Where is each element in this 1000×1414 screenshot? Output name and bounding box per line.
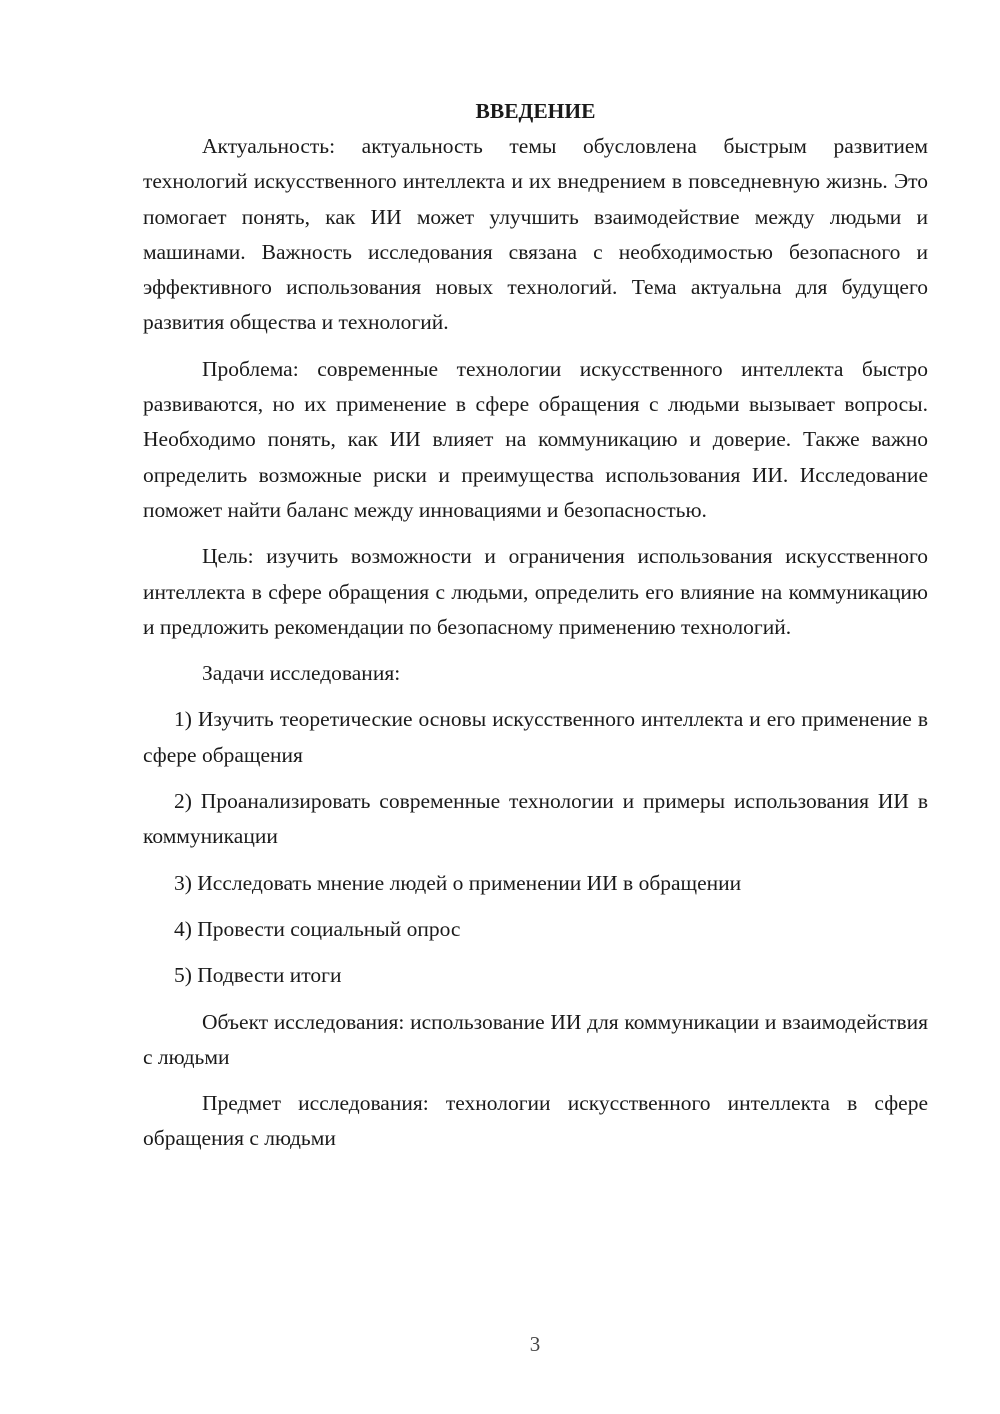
relevance-paragraph: Актуальность: актуальность темы обусловлена быстрым развитием технологий искусственного интеллекта и их внедрением в повседневную жизнь. Это помогает понять, как ИИ может улучшить взаимодействие между людьми и машинами. Важность исследования связана с необходимостью безопасного и эффективного использования новых технологий. Тема актуальна для будущего развития общества и технологий. — [143, 134, 928, 335]
task-item: 4) Провести социальный опрос — [174, 916, 461, 941]
subject-paragraph: Предмет исследования: технологии искусственного интеллекта в сфере обращения с людьми — [143, 1091, 928, 1151]
page-title: ВВЕДЕНИЕ — [475, 99, 596, 123]
task-item: 3) Исследовать мнение людей о применении ИИ в обращении — [174, 870, 742, 895]
task-item: 1) Изучить теоретические основы искусственного интеллекта и его применение в сфере обращения — [143, 707, 928, 767]
page-number: 3 — [529, 1332, 541, 1356]
problem-paragraph: Проблема: современные технологии искусственного интеллекта быстро развиваются, но их применение в сфере обращения с людьми вызывает вопросы. Необходимо понять, как ИИ влияет на коммуникацию и доверие. Также важно определить возможные риски и преимущества использования ИИ. Исследование поможет найти баланс между инновациями и безопасностью. — [143, 356, 928, 522]
task-item: 2) Проанализировать современные технологии и примеры использования ИИ в коммуникации — [143, 789, 928, 849]
tasks-heading: Задачи исследования: — [202, 661, 401, 686]
object-paragraph: Объект исследования: использование ИИ для коммуникации и взаимодействия с людьми — [143, 1009, 928, 1069]
task-item: 5) Подвести итоги — [174, 963, 342, 988]
goal-paragraph: Цель: изучить возможности и ограничения использования искусственного интеллекта в сфере обращения с людьми, определить его влияние на коммуникацию и предложить рекомендации по безопасному применению технологий. — [143, 544, 928, 639]
document-page — [143, 94, 928, 1157]
